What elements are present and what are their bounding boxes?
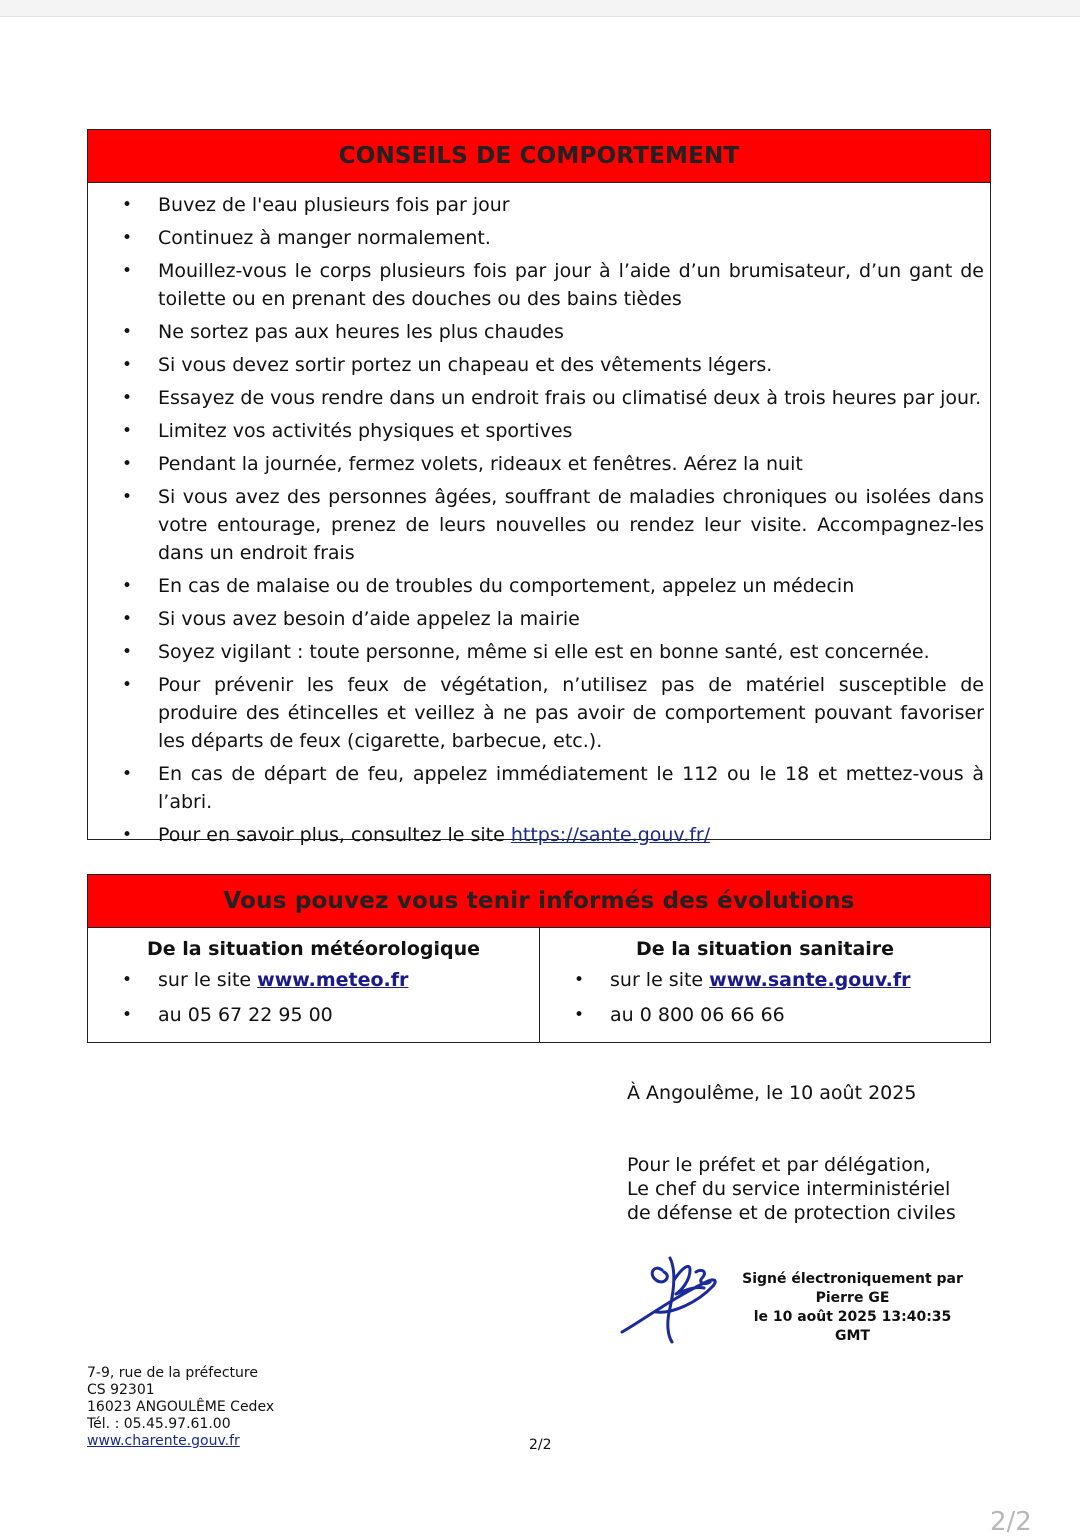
bullet-icon: • bbox=[122, 675, 133, 695]
advice-title: CONSEILS DE COMPORTEMENT bbox=[338, 143, 740, 169]
health-phone-item: • au 0 800 06 66 66 bbox=[574, 1004, 785, 1026]
document-page-number: 2/2 bbox=[529, 1437, 552, 1453]
handwritten-signature bbox=[618, 1250, 723, 1346]
bullet-icon: • bbox=[122, 1005, 133, 1025]
prefect-line: Le chef du service interministériel bbox=[627, 1178, 951, 1200]
advice-header bbox=[88, 130, 990, 183]
advice-item: • Buvez de l'eau plusieurs fois par jour bbox=[88, 191, 984, 219]
bullet-icon: • bbox=[122, 421, 133, 441]
advice-item: • Pendant la journée, fermez volets, rideaux et fenêtres. Aérez la nuit bbox=[88, 450, 984, 478]
advice-item: • Mouillez-vous le corps plusieurs fois par jour à l’aide d’un brumisateur, d’un gant de toilette ou en prenant des douches ou des bains tièdes bbox=[88, 257, 984, 313]
sante-gouv-link[interactable]: https://sante.gouv.fr/ bbox=[510, 824, 711, 846]
advice-box bbox=[87, 129, 991, 846]
bullet-icon: • bbox=[122, 487, 133, 507]
advice-item: • Soyez vigilant : toute personne, même si elle est en bonne santé, est concernée. bbox=[88, 638, 984, 666]
bullet-icon: • bbox=[122, 576, 133, 596]
address-line: Tél. : 05.45.97.61.00 bbox=[87, 1416, 231, 1432]
advice-item: • Si vous avez besoin d’aide appelez la mairie bbox=[88, 605, 984, 633]
advice-item: • Limitez vos activités physiques et sportives bbox=[88, 417, 984, 445]
bullet-icon: • bbox=[122, 764, 133, 784]
bullet-icon: • bbox=[574, 1005, 585, 1025]
bullet-icon: • bbox=[122, 609, 133, 629]
bullet-icon: • bbox=[122, 195, 133, 215]
address-line: 7-9, rue de la préfecture bbox=[87, 1365, 258, 1381]
advice-item: • Si vous avez des personnes âgées, souffrant de maladies chroniques ou isolées dans votre entourage, prenez de leurs nouvelles ou rendez leur visite. Accompagnez-les dans un endroit frais bbox=[88, 483, 984, 567]
meteo-link[interactable]: www.meteo.fr bbox=[257, 969, 409, 991]
advice-list bbox=[88, 183, 990, 849]
bullet-icon: • bbox=[122, 825, 133, 845]
sante-link[interactable]: www.sante.gouv.fr bbox=[709, 969, 911, 991]
electronic-signature-text: Signé électroniquement par Pierre GE le 10 août 2025 13:40:35 GMT bbox=[742, 1271, 963, 1344]
charente-website-link[interactable]: www.charente.gouv.fr bbox=[87, 1433, 240, 1449]
info-title: Vous pouvez vous tenir informés des évolutions bbox=[223, 888, 855, 914]
viewer-top-bar bbox=[0, 0, 1080, 17]
weather-phone-item: • au 05 67 22 95 00 bbox=[122, 1004, 333, 1026]
place-date: À Angoulême, le 10 août 2025 bbox=[627, 1082, 917, 1104]
bullet-icon: • bbox=[122, 355, 133, 375]
health-column bbox=[539, 928, 990, 1042]
advice-item: • Continuez à manger normalement. bbox=[88, 224, 984, 252]
footer-address bbox=[87, 1365, 274, 1450]
weather-site-item: • sur le site www.meteo.fr bbox=[122, 969, 409, 991]
advice-item: • Pour prévenir les feux de végétation, n’utilisez pas de matériel susceptible de produire des étincelles et veillez à ne pas avoir de comportement pouvant favoriser les départs de feux (cigarette, barbecue, etc.). bbox=[88, 671, 984, 755]
address-line: 16023 ANGOULÊME Cedex bbox=[87, 1399, 275, 1415]
advice-item: • Essayez de vous rendre dans un endroit frais ou climatisé deux à trois heures par jour. bbox=[88, 384, 984, 412]
bullet-icon: • bbox=[122, 322, 133, 342]
advice-item: • Ne sortez pas aux heures les plus chaudes bbox=[88, 318, 984, 346]
bullet-icon: • bbox=[122, 261, 133, 281]
prefect-block bbox=[627, 1153, 956, 1225]
info-box bbox=[87, 874, 991, 1043]
advice-item: • Si vous devez sortir portez un chapeau et des vêtements légers. bbox=[88, 351, 984, 379]
viewer-page-indicator: 2/2 bbox=[990, 1507, 1032, 1537]
bullet-icon: • bbox=[574, 970, 585, 990]
prefect-line: de défense et de protection civiles bbox=[627, 1202, 956, 1224]
bullet-icon: • bbox=[122, 454, 133, 474]
weather-column bbox=[88, 928, 539, 1042]
bullet-icon: • bbox=[122, 642, 133, 662]
weather-heading: De la situation météorologique bbox=[146, 938, 481, 960]
bullet-icon: • bbox=[122, 388, 133, 408]
prefect-line: Pour le préfet et par délégation, bbox=[627, 1154, 931, 1176]
health-heading: De la situation sanitaire bbox=[635, 938, 895, 960]
advice-item-more-info: • Pour en savoir plus, consultez le site https://sante.gouv.fr/ bbox=[88, 821, 984, 849]
bullet-icon: • bbox=[122, 228, 133, 248]
address-line: CS 92301 bbox=[87, 1382, 155, 1398]
advice-item: • En cas de malaise ou de troubles du comportement, appelez un médecin bbox=[88, 572, 984, 600]
info-header bbox=[88, 875, 990, 928]
bullet-icon: • bbox=[122, 970, 133, 990]
health-site-item: • sur le site www.sante.gouv.fr bbox=[574, 969, 911, 991]
advice-item: • En cas de départ de feu, appelez immédiatement le 112 ou le 18 et mettez-vous à l’abri. bbox=[88, 760, 984, 816]
